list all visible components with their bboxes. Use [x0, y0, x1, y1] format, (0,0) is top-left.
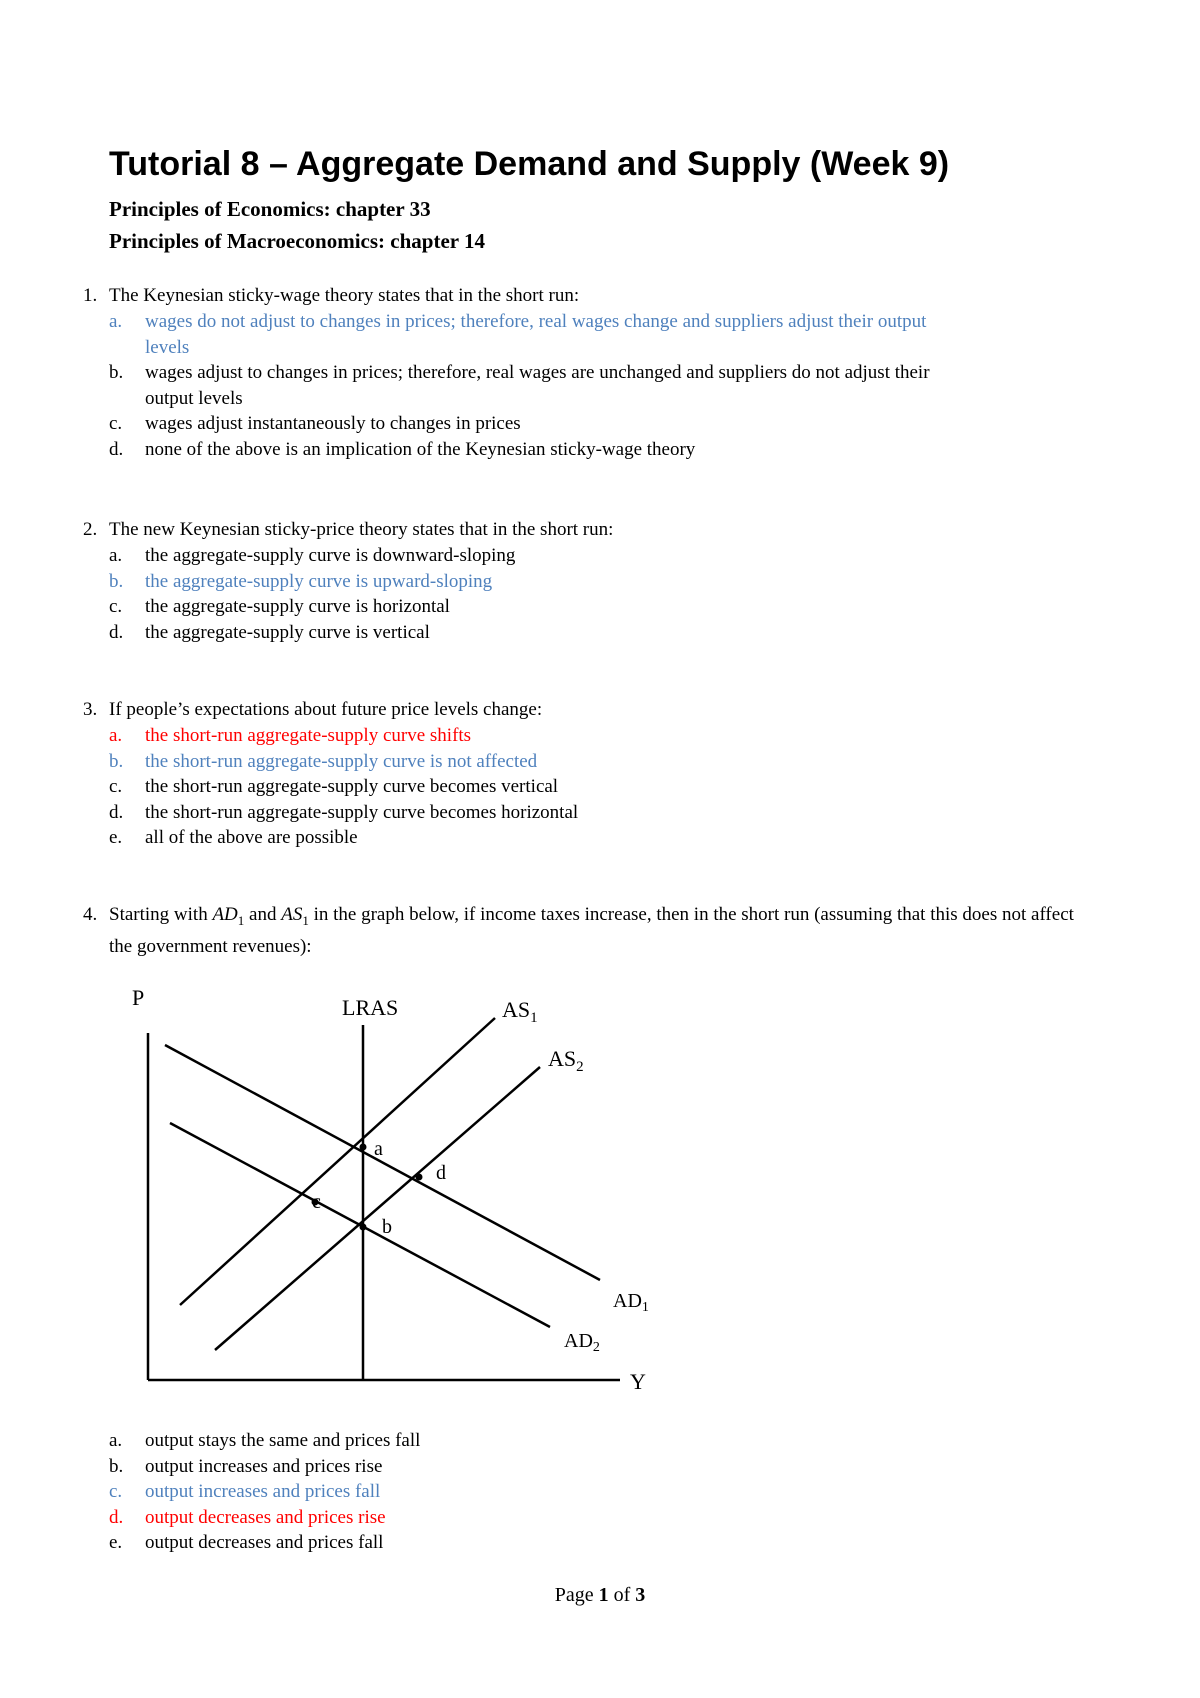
- answer-option: [109, 825, 1093, 851]
- ad2-label: $AD_2$: [564, 1330, 600, 1355]
- lras-label: LRAS: [342, 995, 399, 1020]
- option-letter: c.: [109, 596, 123, 618]
- q4-text-mid: and: [244, 904, 282, 925]
- option-text: the aggregate-supply curve is vertical: [145, 621, 430, 643]
- answer-option: [109, 1530, 1009, 1556]
- x-axis-label: Y: [630, 1369, 646, 1394]
- question-text: The new Keynesian sticky-price theory states that in the short run:: [109, 519, 614, 540]
- question-number: 1.: [83, 285, 98, 306]
- answer-option: [109, 411, 1093, 437]
- answer-option: [109, 800, 1093, 826]
- q4-ad-sub: 1: [237, 912, 245, 928]
- q4-text-pre: Starting with: [109, 904, 213, 925]
- ad-as-graph: [120, 975, 680, 1415]
- question-4: [83, 902, 1083, 960]
- q4-ad: AD: [212, 904, 238, 925]
- option-text: output stays the same and prices fall: [145, 1430, 421, 1451]
- option-text: the aggregate-supply curve is downward-sloping: [145, 545, 516, 566]
- footer-prefix: Page: [554, 1584, 599, 1606]
- option-letter: a.: [109, 1430, 123, 1451]
- footer-middle: of: [608, 1584, 636, 1606]
- point-d-label: d: [436, 1162, 446, 1184]
- footer-total-pages: 3: [635, 1584, 646, 1606]
- option-list: [109, 723, 1093, 851]
- option-letter: c.: [109, 776, 123, 798]
- ad1-line: [165, 1045, 600, 1280]
- option-letter: d.: [109, 621, 124, 643]
- option-text: output increases and prices rise: [145, 1455, 383, 1477]
- option-text: wages adjust to changes in prices; therefore, real wages are unchanged and suppliers do not adjust their output levels: [145, 362, 930, 409]
- footer-current-page: 1: [598, 1584, 609, 1606]
- point-a-label: a: [374, 1138, 383, 1160]
- as2-line: [215, 1067, 540, 1350]
- question-number: 3.: [83, 699, 98, 720]
- answer-option: [109, 774, 1093, 800]
- answer-option: [109, 1479, 1009, 1505]
- option-text: output decreases and prices rise: [145, 1506, 386, 1528]
- question-text: The Keynesian sticky-wage theory states that in the short run:: [109, 285, 580, 306]
- answer-option: [109, 1505, 1009, 1531]
- option-text: output increases and prices fall: [145, 1481, 381, 1503]
- option-letter: a.: [109, 311, 123, 332]
- answer-option: [109, 620, 1093, 646]
- question-text: [109, 902, 1083, 960]
- option-text: all of the above are possible: [145, 827, 358, 849]
- answer-option: [109, 360, 1093, 411]
- as1-line: [180, 1018, 495, 1305]
- question-text: If people’s expectations about future price levels change:: [109, 699, 543, 720]
- answer-option: [109, 1454, 1009, 1480]
- option-letter: d.: [109, 801, 124, 823]
- option-letter: c.: [109, 1481, 123, 1503]
- point-c-label: c: [312, 1191, 321, 1213]
- answer-option: [109, 437, 1093, 463]
- q4-as-sub: 1: [302, 912, 309, 928]
- option-text: none of the above is an implication of the Keynesian sticky-wage theory: [145, 438, 696, 460]
- page-title: Tutorial 8 – Aggregate Demand and Supply (Week 9): [109, 145, 950, 183]
- option-list: [109, 543, 1093, 645]
- y-axis-label: P: [132, 985, 145, 1010]
- option-letter: e.: [109, 1532, 123, 1554]
- q4-text-post: in the graph below, if income taxes increase, then in the short run (assuming that this does not affect the government revenues):: [109, 904, 1074, 957]
- page-footer: [0, 1582, 1200, 1608]
- question-1: [83, 283, 1093, 463]
- point-d-marker: [416, 1174, 423, 1181]
- option-list: [109, 309, 1093, 463]
- option-text: the aggregate-supply curve is upward-sloping: [145, 570, 493, 592]
- option-text: the short-run aggregate-supply curve is not affected: [145, 750, 538, 772]
- option-letter: d.: [109, 1506, 124, 1528]
- option-letter: b.: [109, 362, 124, 384]
- option-letter: c.: [109, 413, 123, 435]
- as2-label: $AS_2$: [548, 1046, 584, 1075]
- question-number: 4.: [83, 904, 98, 925]
- answer-option: [109, 543, 1093, 569]
- option-letter: a.: [109, 725, 123, 746]
- answer-option: [109, 749, 1093, 775]
- option-letter: b.: [109, 570, 124, 592]
- option-text: the short-run aggregate-supply curve shifts: [145, 725, 472, 746]
- option-letter: b.: [109, 1455, 124, 1477]
- ad2-line: [170, 1123, 550, 1327]
- option-text: wages do not adjust to changes in prices; therefore, real wages change and suppliers adjust their output levels: [145, 311, 927, 358]
- question-2: [83, 517, 1093, 645]
- answer-option: [109, 594, 1093, 620]
- as1-label: $AS_1$: [502, 997, 538, 1026]
- option-text: the aggregate-supply curve is horizontal: [145, 596, 450, 618]
- answer-option: [109, 569, 1093, 595]
- point-b-marker: [360, 1224, 367, 1231]
- option-text: the short-run aggregate-supply curve becomes horizontal: [145, 801, 579, 823]
- option-letter: e.: [109, 827, 123, 849]
- question-number: 2.: [83, 519, 98, 540]
- point-b-label: b: [382, 1216, 392, 1238]
- question-3: [83, 697, 1093, 851]
- answer-option: [109, 309, 1093, 360]
- option-letter: a.: [109, 545, 123, 566]
- answer-option: [109, 1428, 1009, 1454]
- subtitle-macroeconomics: Principles of Macroeconomics: chapter 14: [109, 229, 485, 253]
- option-list: [109, 1428, 1009, 1556]
- ad1-label: $AD_1$: [613, 1290, 649, 1315]
- option-letter: d.: [109, 438, 124, 460]
- option-text: output decreases and prices fall: [145, 1532, 384, 1554]
- answer-option: [109, 723, 1093, 749]
- option-letter: b.: [109, 750, 124, 772]
- option-text: wages adjust instantaneously to changes in prices: [145, 413, 521, 435]
- q4-as: AS: [281, 904, 303, 925]
- subtitle-economics: Principles of Economics: chapter 33: [109, 197, 431, 221]
- point-a-marker: [360, 1144, 367, 1151]
- option-text: the short-run aggregate-supply curve becomes vertical: [145, 776, 559, 798]
